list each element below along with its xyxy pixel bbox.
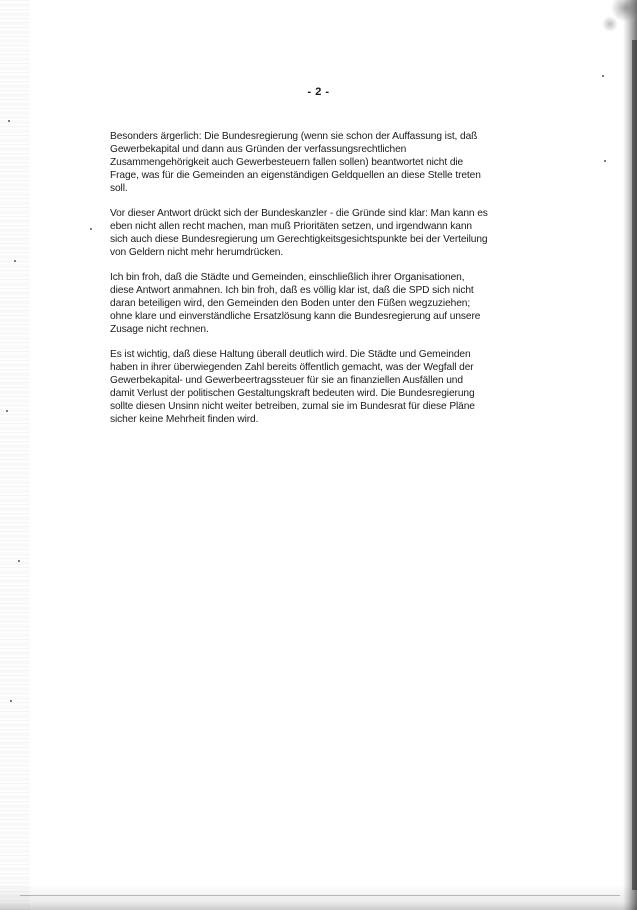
paragraph-1 (110, 130, 538, 195)
text-line: von Geldern nicht mehr herumdrücken. (110, 247, 284, 258)
paragraph-2 (110, 207, 538, 259)
scan-edge-bottom (0, 884, 637, 910)
text-line: eben nicht allen recht machen, man muß Prioritäten setzen, und irgendwann kann (110, 221, 472, 232)
text-line: Besonders ärgerlich: Die Bundesregierung (wenn sie schon der Auffassung ist, daß (110, 131, 478, 142)
paragraph-4 (110, 348, 538, 426)
text-line: haben in ihrer überwiegenden Zahl bereits öffentlich gemacht, was der Wegfall der (110, 362, 474, 373)
text-line: damit Verlust der politischen Gestaltungskraft bedeuten wird. Die Bundesregierung (110, 388, 475, 399)
text-line: Es ist wichtig, daß diese Haltung überall deutlich wird. Die Städte und Gemeinden (110, 349, 471, 360)
text-line: Ich bin froh, daß die Städte und Gemeinden, einschließlich ihrer Organisationen, (110, 272, 465, 283)
text-line: Gewerbekapital- und Gewerbeertragssteuer für sie an finanziellen Ausfällen und (110, 375, 463, 386)
text-line: Gewerbekapital und dann aus Gründen der verfassungsrechtlichen (110, 144, 407, 155)
text-line: Vor dieser Antwort drückt sich der Bundeskanzler - die Gründe sind klar: Man kann es (110, 208, 488, 219)
text-line: sollte diesen Unsinn nicht weiter betreiben, zumal sie im Bundesrat für diese Pläne (110, 401, 475, 412)
text-line: ohne klare und einverständliche Ersatzlösung kann die Bundesregierung auf unsere (110, 311, 481, 322)
letter-body (110, 130, 538, 438)
scan-edge-right-shadow (632, 40, 637, 890)
text-line: soll. (110, 183, 128, 194)
scan-edge-left (0, 0, 30, 910)
text-line: sicher keine Mehrheit finden wird. (110, 414, 259, 425)
text-line: Frage, was für die Gemeinden an eigenständigen Geldquellen an diese Stelle treten (110, 170, 481, 181)
text-line: Zusammengehörigkeit auch Gewerbesteuern fallen sollen) beantwortet nicht die (110, 157, 464, 168)
paragraph-3 (110, 271, 538, 336)
page-number: - 2 - (307, 86, 330, 98)
text-line: Zusage nicht rechnen. (110, 324, 209, 335)
scan-bottom-line (20, 895, 620, 896)
text-line: sich auch diese Bundesregierung um Gerechtigkeitsgesichtspunkte bei der Verteilung (110, 234, 488, 245)
text-line: diese Antwort anmahnen. Ich bin froh, daß es völlig klar ist, daß die SPD sich nicht (110, 285, 474, 296)
scan-corner-noise (577, 0, 637, 40)
text-line: daran beteiligen wird, den Gemeinden den Boden unter den Füßen wegzuziehen; (110, 298, 471, 309)
